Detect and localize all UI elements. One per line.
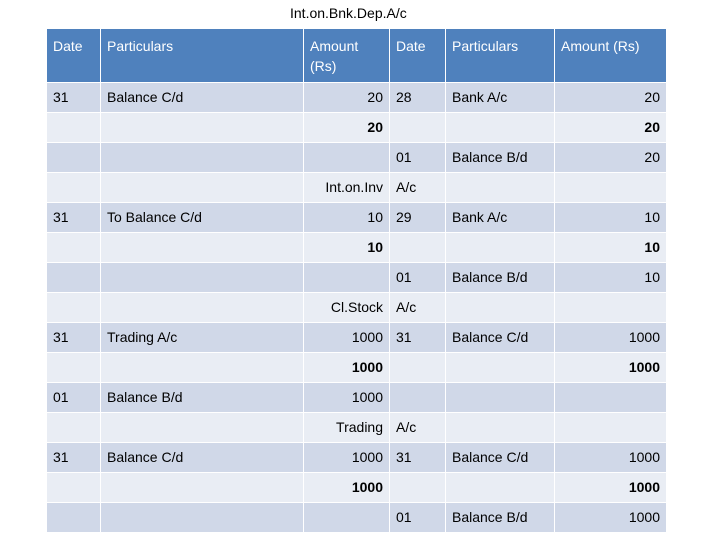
account-suffix-cell: A/c: [390, 413, 446, 443]
date-cell: 31: [390, 323, 446, 353]
particulars-cell: [446, 413, 555, 443]
ledger-table: [46, 28, 667, 533]
date-cell: 31: [390, 443, 446, 473]
particulars-cell: Balance C/d: [101, 83, 304, 113]
account-suffix-cell: A/c: [390, 293, 446, 323]
date-cell: 01: [390, 503, 446, 533]
date-cell: [390, 113, 446, 143]
amount-cell: [304, 503, 390, 533]
amount-cell: 20: [555, 83, 667, 113]
total-cell: 20: [304, 113, 390, 143]
table-row: [47, 143, 667, 173]
amount-cell: [555, 383, 667, 413]
total-cell: 10: [555, 233, 667, 263]
date-cell: [47, 263, 101, 293]
date-cell: [47, 173, 101, 203]
amount-cell: 1000: [555, 443, 667, 473]
account-name-cell: Cl.Stock: [304, 293, 390, 323]
amount-cell: 1000: [304, 443, 390, 473]
header-amount-credit: Amount (Rs): [555, 29, 667, 83]
date-cell: 29: [390, 203, 446, 233]
table-row: [47, 503, 667, 533]
account-name-cell: Int.on.Inv: [304, 173, 390, 203]
amount-cell: 1000: [555, 323, 667, 353]
particulars-cell: Bank A/c: [446, 83, 555, 113]
amount-cell: [555, 413, 667, 443]
particulars-cell: [446, 173, 555, 203]
particulars-cell: [101, 233, 304, 263]
date-cell: 01: [47, 383, 101, 413]
header-particulars-debit: Particulars: [101, 29, 304, 83]
date-cell: [47, 413, 101, 443]
date-cell: 31: [47, 203, 101, 233]
date-cell: [47, 473, 101, 503]
amount-cell: 20: [555, 143, 667, 173]
date-cell: [47, 503, 101, 533]
particulars-cell: [101, 173, 304, 203]
date-cell: 28: [390, 83, 446, 113]
table-row: [47, 113, 667, 143]
particulars-cell: Balance B/d: [446, 263, 555, 293]
particulars-cell: [101, 113, 304, 143]
total-cell: 10: [304, 233, 390, 263]
ledger-title: Int.on.Bnk.Dep.A/c: [290, 5, 407, 21]
amount-cell: 1000: [304, 383, 390, 413]
date-cell: [390, 473, 446, 503]
amount-cell: [555, 173, 667, 203]
header-particulars-credit: Particulars: [446, 29, 555, 83]
account-name-cell: Trading: [304, 413, 390, 443]
date-cell: [390, 383, 446, 413]
amount-cell: [555, 293, 667, 323]
particulars-cell: [446, 233, 555, 263]
date-cell: 01: [390, 263, 446, 293]
date-cell: [390, 233, 446, 263]
particulars-cell: [101, 143, 304, 173]
table-row: [47, 323, 667, 353]
date-cell: [47, 143, 101, 173]
particulars-cell: Balance B/d: [446, 503, 555, 533]
table-row: [47, 83, 667, 113]
table-row: [47, 353, 667, 383]
total-cell: 1000: [555, 473, 667, 503]
particulars-cell: [446, 473, 555, 503]
amount-cell: 10: [555, 203, 667, 233]
date-cell: 01: [390, 143, 446, 173]
amount-cell: [304, 263, 390, 293]
header-date-debit: Date: [47, 29, 101, 83]
particulars-cell: [446, 353, 555, 383]
header-amount-debit: Amount (Rs): [304, 29, 390, 83]
particulars-cell: Balance B/d: [101, 383, 304, 413]
amount-cell: 10: [555, 263, 667, 293]
amount-cell: 1000: [555, 503, 667, 533]
date-cell: [390, 353, 446, 383]
particulars-cell: [446, 113, 555, 143]
total-cell: 1000: [304, 473, 390, 503]
particulars-cell: [101, 503, 304, 533]
table-row: [47, 473, 667, 503]
table-row: [47, 263, 667, 293]
particulars-cell: Balance B/d: [446, 143, 555, 173]
particulars-cell: [101, 263, 304, 293]
date-cell: [47, 233, 101, 263]
particulars-cell: [101, 293, 304, 323]
particulars-cell: Bank A/c: [446, 203, 555, 233]
total-cell: 1000: [304, 353, 390, 383]
date-cell: 31: [47, 323, 101, 353]
particulars-cell: [446, 383, 555, 413]
table-row: [47, 233, 667, 263]
particulars-cell: [101, 353, 304, 383]
amount-cell: 1000: [304, 323, 390, 353]
account-title-row: [47, 173, 667, 203]
date-cell: [47, 113, 101, 143]
total-cell: 20: [555, 113, 667, 143]
particulars-cell: [101, 413, 304, 443]
table-row: [47, 203, 667, 233]
particulars-cell: Trading A/c: [101, 323, 304, 353]
account-title-row: [47, 413, 667, 443]
particulars-cell: [446, 293, 555, 323]
date-cell: 31: [47, 83, 101, 113]
table-row: [47, 443, 667, 473]
header-row: [47, 29, 667, 83]
particulars-cell: Balance C/d: [446, 323, 555, 353]
total-cell: 1000: [555, 353, 667, 383]
particulars-cell: Balance C/d: [446, 443, 555, 473]
amount-cell: 20: [304, 83, 390, 113]
header-date-credit: Date: [390, 29, 446, 83]
table-row: [47, 383, 667, 413]
date-cell: [47, 293, 101, 323]
particulars-cell: [101, 473, 304, 503]
particulars-cell: Balance C/d: [101, 443, 304, 473]
particulars-cell: To Balance C/d: [101, 203, 304, 233]
date-cell: [47, 353, 101, 383]
amount-cell: 10: [304, 203, 390, 233]
amount-cell: [304, 143, 390, 173]
account-suffix-cell: A/c: [390, 173, 446, 203]
account-title-row: [47, 293, 667, 323]
date-cell: 31: [47, 443, 101, 473]
